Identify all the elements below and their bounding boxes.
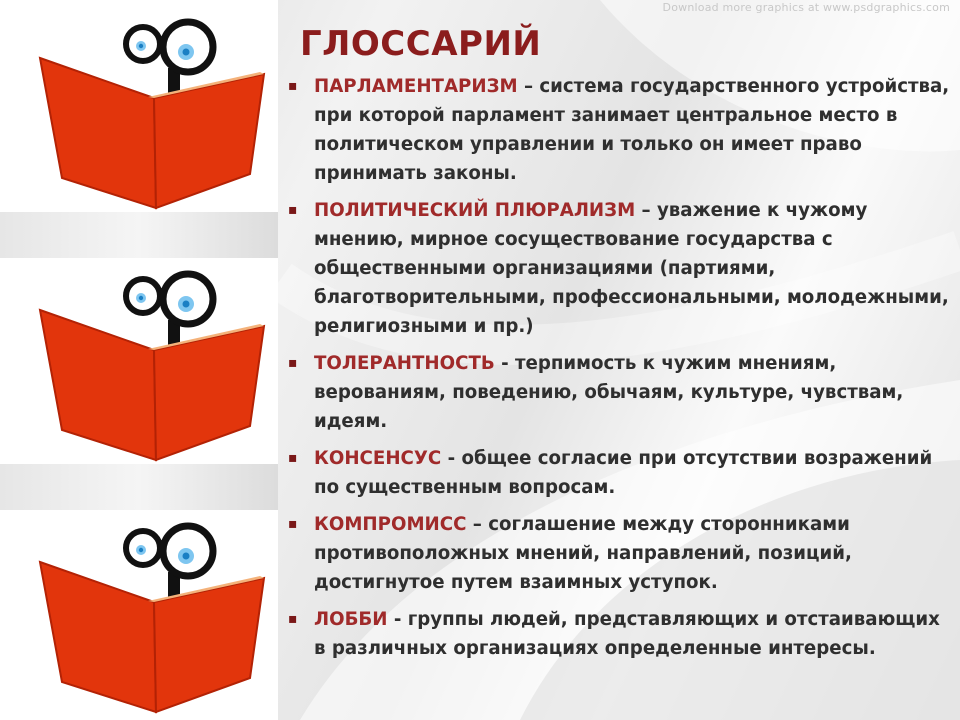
glossary-definition: – уважение к чужому мнению, мирное сосуществование государства с общественными организациями (партиями, благотворительными, профессиональными, молодежными, религиозными и пр.) — [314, 200, 949, 337]
glossary-item — [284, 444, 956, 502]
bullet-icon: ▪ — [288, 202, 298, 218]
glossary-definition: - терпимость к чужим мнениям, верованиям, поведению, обычаям, культуре, чувствам, идеям. — [314, 353, 904, 432]
glossary-item — [284, 196, 956, 341]
glossary-term: ПАРЛАМЕНТАРИЗМ — [314, 76, 518, 97]
glossary-item — [284, 605, 956, 663]
book-reader-icon — [28, 2, 276, 212]
bullet-icon: ▪ — [288, 450, 298, 466]
glossary-term: ЛОББИ — [314, 609, 388, 630]
bullet-icon: ▪ — [288, 78, 298, 94]
book-reader-icon — [28, 506, 276, 716]
bullet-icon: ▪ — [288, 355, 298, 371]
book-reader-icon — [28, 254, 276, 464]
bullet-icon: ▪ — [288, 516, 298, 532]
glossary-list — [284, 72, 956, 671]
glossary-term: ПОЛИТИЧЕСКИЙ ПЛЮРАЛИЗМ — [314, 200, 636, 221]
glossary-definition: - группы людей, представляющих и отстаивающих в различных организациях определенные интересы. — [314, 609, 940, 659]
glossary-item — [284, 510, 956, 597]
glossary-term: КОНСЕНСУС — [314, 448, 442, 469]
panel-divider — [0, 464, 278, 510]
bullet-icon: ▪ — [288, 611, 298, 627]
glossary-term: ТОЛЕРАНТНОСТЬ — [314, 353, 495, 374]
glossary-item — [284, 72, 956, 188]
glossary-definition: – соглашение между сторонниками противоположных мнений, направлений, позиций, достигнутое путем взаимных уступок. — [314, 514, 852, 593]
glossary-definition: – система государственного устройства, при которой парламент занимает центральное место в политическом управлении и только он имеет право принимать законы. — [314, 76, 950, 184]
watermark: Download more graphics at www.psdgraphics.com — [662, 1, 950, 14]
glossary-item — [284, 349, 956, 436]
glossary-definition: - общее согласие при отсутствии возражений по существенным вопросам. — [314, 448, 933, 498]
page-title: ГЛОССАРИЙ — [300, 24, 542, 64]
glossary-term: КОМПРОМИСС — [314, 514, 467, 535]
panel-divider — [0, 212, 278, 258]
